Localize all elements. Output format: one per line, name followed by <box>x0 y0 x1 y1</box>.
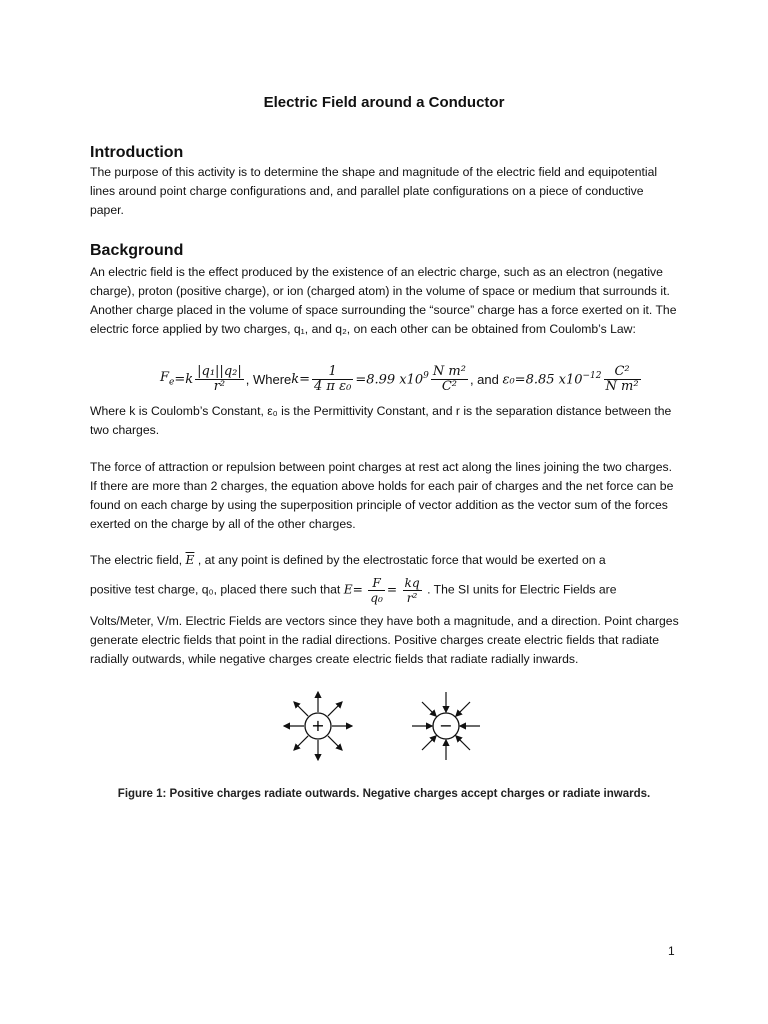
document-title: Electric Field around a Conductor <box>263 94 505 111</box>
electric-field-line-2: positive test charge, q₀, placed there such that E= $\frac{F}{\text{q₀}}$ = $\frac{kq}{\text{r²}}$ . The SI units for Electric Fields are <box>90 576 617 605</box>
figure-caption: Figure 1: Positive charges radiate outwards. Negative charges accept charges or radiate inwards. <box>117 788 651 800</box>
k-symbol: k= <box>291 371 311 387</box>
negative-field-arrow <box>456 736 470 750</box>
charge-field-diagram <box>280 680 500 772</box>
positive-field-arrow <box>328 702 342 716</box>
background-heading: Background <box>90 242 184 259</box>
background-paragraph-2: Where k is Coulomb’s Constant, ε₀ is the Permittivity Constant, and r is the separation distance between the two charges. <box>90 404 672 437</box>
positive-charge <box>284 692 352 760</box>
coulomb-formula <box>160 358 700 400</box>
negative-charge <box>412 692 480 760</box>
introduction-heading: Introduction <box>90 144 184 161</box>
force-symbol: $F_e$ <box>160 370 175 388</box>
background-paragraph-6: Volts/Meter, V/m. Electric Fields are vectors since they have both a magnitude, and a direction. Point charges generate electric fields that point in the radial directions. Positive charges create electric fields that radiate radially outwards, while negative charges create electric fields that radiate radially inwards. <box>90 614 679 666</box>
background-paragraph-3: The force of attraction or repulsion between point charges at rest act along the lines joining the two charges. If there are more than 2 charges, the equation above holds for each pair of charges and the net force can be found on each charge by using the superposition principle of vector addition as the vector sum of the forces exerted on the charge by all of the other charges. <box>90 460 674 531</box>
epsilon-value: ε₀=8.85 $x10^{-12}$ <box>502 370 602 388</box>
field-vector-symbol: $\overline{E}$ <box>185 553 195 567</box>
field-equation-lhs: E= <box>343 582 363 597</box>
page-number: 1 <box>668 944 675 958</box>
positive-symbol: + <box>311 716 325 735</box>
equals-k: =k <box>174 371 194 387</box>
electric-field-line-1: The electric field, $\overline{E}$ , at any point is defined by the electrostatic force that would be exerted on a <box>90 553 606 567</box>
introduction-text: The purpose of this activity is to determine the shape and magnitude of the electric field and equipotential lines around point charge configurations and, and parallel plate configurations on a piece of conductive paper. <box>90 165 658 217</box>
positive-field-arrow <box>294 702 308 716</box>
negative-field-arrow <box>422 736 436 750</box>
where-label: , Where <box>245 371 292 387</box>
k-value: =8.99 $x10^9$ <box>355 370 429 388</box>
k-units: $\frac{\text{N m²}}{\text{C²}}$ <box>432 363 466 394</box>
negative-field-arrow <box>422 702 436 716</box>
background-paragraph-1: An electric field is the effect produced by the existence of an electric charge, such as an electron (negative charge), proton (positive charge), or ion (charged atom) in the volume of space or medium that surrounds it. Another charge placed in the volume of space surrounding the “source” charge has a force exerted on it. The electric force applied by two charges, q₁, and q₂, on each other can be obtained from Coulomb’s Law: <box>90 265 677 336</box>
negative-symbol: − <box>439 716 453 735</box>
epsilon-units: $\frac{\text{C²}}{\text{N m²}}$ <box>605 363 639 394</box>
and-label: , and <box>469 371 499 387</box>
negative-field-arrow <box>456 702 470 716</box>
field-fraction-1: $\frac{F}{\text{q₀}}$ <box>370 576 383 605</box>
positive-field-arrow <box>294 736 308 750</box>
positive-field-arrow <box>328 736 342 750</box>
k-fraction: $\frac{1}{\text{4 π ε₀}}$ <box>314 363 352 394</box>
coulomb-fraction: $\frac{\text{|q₁||q₂|}}{\text{r²}}$ <box>197 363 242 394</box>
field-fraction-2: $\frac{kq}{\text{r²}}$ <box>404 576 420 605</box>
